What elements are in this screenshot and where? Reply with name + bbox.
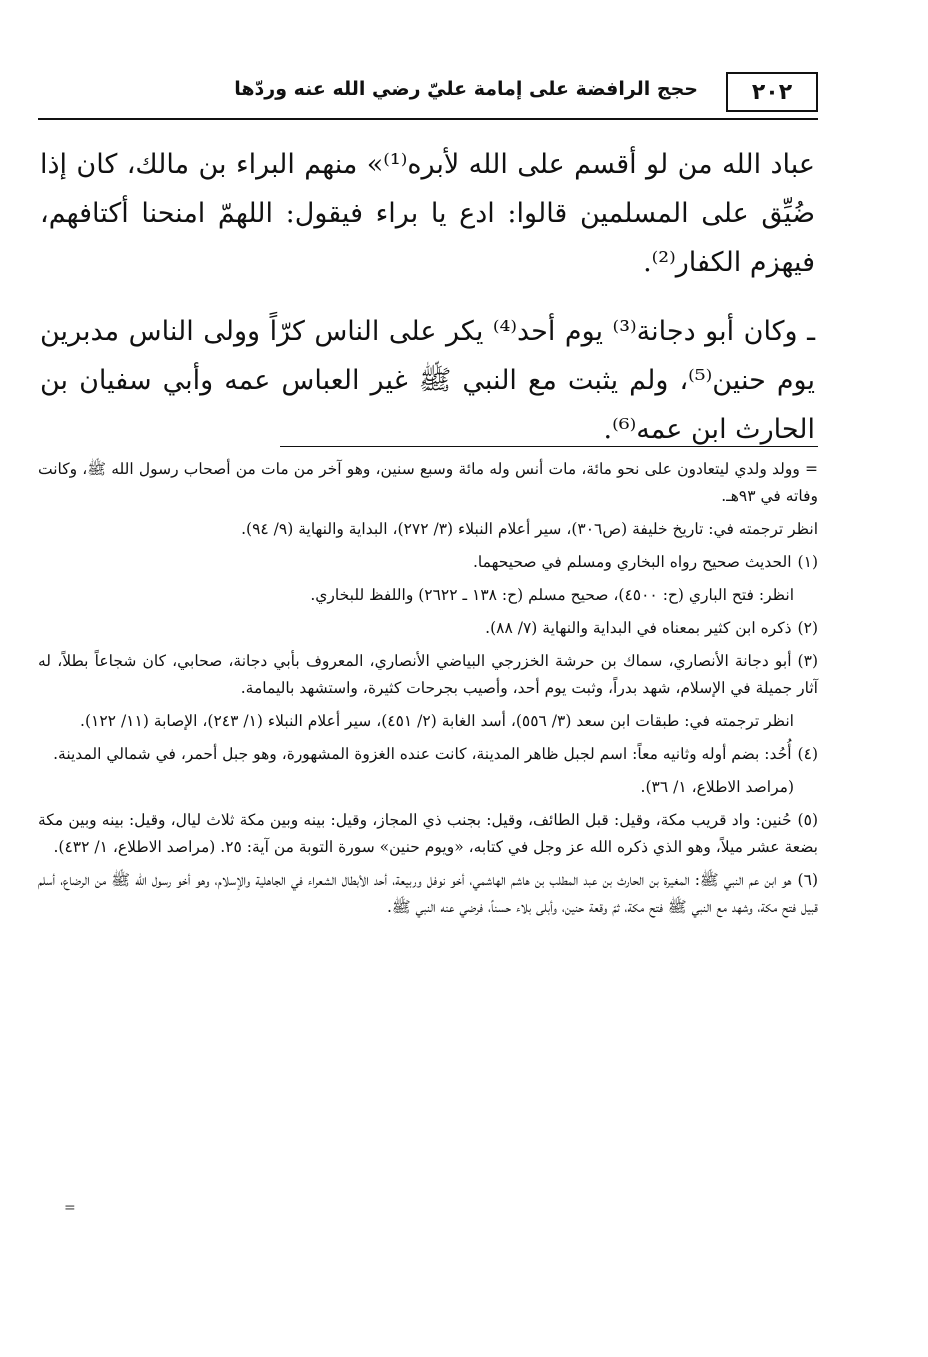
footnote-number: (٦): [797, 871, 818, 889]
main-text: [40, 140, 815, 474]
footnote-1: [38, 549, 818, 576]
footnote-text: هو ابن عم النبي ﷺ: المغيرة بن الحارث بن عبد المطلب بن هاشم الهاشمي، أخو نوفل وربيعة، أحد الأبطال الشعراء في الجاهلية والإسلام، وهو أخو رسول الله ﷺ من الرضاع، أسلم قبيل فتح مكة، وشهد مع النبي ﷺ فتح مكة، ثمّ وقعة حنين، وأبلى بلاء حسناً، فرضي عنه النبي ﷺ.: [38, 871, 818, 916]
footnote-separator: [280, 446, 818, 447]
footnotes: [38, 456, 818, 927]
footnote-number: (٢): [797, 619, 818, 637]
footnote-4: [38, 741, 818, 768]
footnote-continuation-reference: انظر ترجمته في: تاريخ خليفة (ص٣٠٦)، سير أعلام النبلاء (٣/ ٢٧٢)، البداية والنهاية (٩/ ٩٤).: [241, 520, 818, 538]
footnote-4-reference: (مراصد الاطلاع، ١/ ٣٦).: [640, 778, 794, 796]
footnote-3-reference: انظر ترجمته في: طبقات ابن سعد (٣/ ٥٥٦)، أسد الغابة (٢/ ٤٥١)، سير أعلام النبلاء (١/ ٢٤٣)، الإصابة (١١/ ١٢٢).: [80, 712, 794, 730]
footnote-text: حُنين: واد قريب مكة، وقيل: قبل الطائف، وقيل: بجنب ذي المجاز، وقيل: بينه وبين مكة ثلاث ليال، وقيل: بينه وبين مكة بضعة عشر ميلاً، وهو الذي ذكره الله عز وجل في كتابه، «ويوم حنين» سورة التوبة من آية: ٢٥. (مراصد الاطلاع، ١/ ٤٣٢).: [38, 811, 818, 856]
continuation-mark: =: [64, 1200, 76, 1216]
footnote-text: أُحُد: بضم أوله وثانيه معاً: اسم لجبل ظاهر المدينة، كانت عنده الغزوة المشهورة، وهو جبل أحمر، في شمالي المدينة.: [53, 745, 792, 763]
header-rule: [38, 118, 818, 120]
footnote-5: [38, 807, 818, 861]
footnote-number: (٥): [797, 811, 818, 829]
footnote-2: [38, 615, 818, 642]
footnote-number: (٣): [797, 652, 818, 670]
page-number: ٢٠٢: [726, 72, 818, 112]
main-paragraph: ـ وكان أبو دجانة⁽³⁾ يوم أحد⁽⁴⁾ يكر على الناس كرّاً وولى الناس مدبرين يوم حنين⁽⁵⁾، ولم يثبت مع النبي ﷺ غير العباس عمه وأبي سفيان بن الحارث ابن عمه⁽⁶⁾.: [40, 316, 816, 445]
footnote-text: أبو دجانة الأنصاري، سماك بن حرشة الخزرجي البياضي الأنصاري، المعروف بأبي دجانة، صحابي، كان شجاعاً بطلاً، له آثار جميلة في الإسلام، شهد بدراً، وثبت يوم أحد، وأصيب بجرحات كثيرة، واستشهد باليمامة.: [38, 652, 818, 697]
footnote-number: (١): [797, 553, 818, 571]
footnote-text: ذكره ابن كثير بمعناه في البداية والنهاية (٧/ ٨٨).: [485, 619, 792, 637]
footnote-continuation: = وولد ولدي ليتعادون على نحو مائة، مات أنس وله مائة وسبع سنين، وهو آخر من مات من أصحاب رسول الله ﷺ، وكانت وفاته في ٩٣هـ.: [38, 460, 818, 505]
footnote-number: (٤): [797, 745, 818, 763]
main-paragraph: عباد الله من لو أقسم على الله لأبره⁽¹⁾» منهم البراء بن مالك، كان إذا ضُيِّق على المسلمين قالوا: ادع يا براء فيقول: اللهمّ امنحنا أكتافهم، فيهزم الكفار⁽²⁾.: [40, 149, 816, 278]
page-header: [38, 72, 818, 120]
footnote-1-reference: انظر: فتح الباري (ح: ٤٥٠٠)، صحيح مسلم (ح: ١٣٨ ـ ٢٦٢٢) واللفظ للبخاري.: [310, 586, 794, 604]
footnote-text: الحديث صحيح رواه البخاري ومسلم في صحيحهما.: [472, 553, 792, 571]
footnote-6: [38, 867, 818, 921]
footnote-3: [38, 648, 818, 702]
running-title: حجج الرافضة على إمامة عليّ رضي الله عنه وردّها: [234, 78, 698, 100]
